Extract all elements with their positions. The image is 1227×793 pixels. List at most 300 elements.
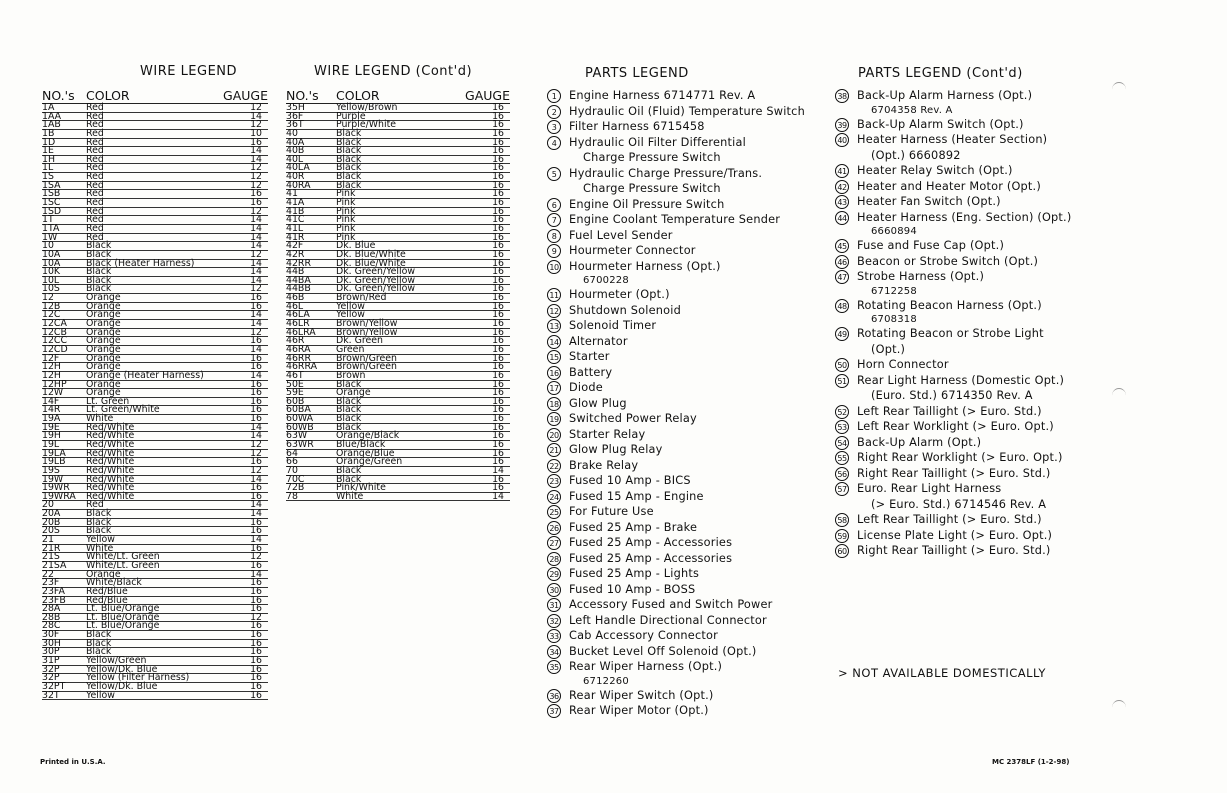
wire-number: 46LR — [286, 318, 310, 330]
part-number-badge: 26 — [547, 521, 561, 535]
wire-color: Red — [86, 162, 104, 174]
part-description: Left Rear Taillight (> Euro. Std.) — [857, 513, 1042, 526]
wire-color: Black — [336, 421, 362, 433]
parts-legend-list — [547, 88, 805, 719]
part-description: Strobe Harness (Opt.) — [857, 270, 985, 283]
wire-row — [42, 190, 268, 199]
wire-gauge: 12 — [250, 438, 262, 450]
wire-row — [42, 516, 268, 528]
wire-color: Black — [86, 525, 112, 537]
wire-number: 60WB — [286, 421, 314, 433]
wire-color: Orange — [86, 361, 121, 373]
wire-row — [42, 337, 268, 346]
wire-number: 1SA — [42, 179, 61, 191]
wire-gauge: 12 — [250, 283, 262, 295]
wire-gauge: 16 — [250, 629, 262, 641]
part-item — [547, 551, 805, 567]
part-description: Charge Pressure Switch — [583, 151, 721, 164]
wire-gauge: 16 — [492, 378, 504, 390]
wire-color: Yellow/Green — [86, 655, 147, 666]
wire-legend-header — [42, 88, 268, 104]
part-number-badge: 38 — [835, 89, 849, 103]
wire-gauge: 16 — [492, 231, 504, 243]
part-item — [835, 194, 1071, 210]
part-item — [547, 703, 805, 719]
wire-number: 36F — [286, 110, 304, 122]
wire-number: 46RA — [286, 343, 311, 355]
wire-number: 19A — [42, 413, 61, 425]
wire-gauge: 16 — [250, 413, 262, 425]
part-item — [547, 504, 805, 520]
wire-color: Pink — [336, 214, 356, 226]
wire-gauge: 16 — [250, 646, 262, 658]
wire-gauge: 16 — [492, 482, 504, 494]
wire-color: Orange — [86, 292, 121, 304]
part-description: (Euro. Std.) 6714350 Rev. A — [871, 389, 1033, 402]
wire-gauge: 16 — [250, 559, 262, 571]
wire-color: Purple/White — [336, 119, 397, 131]
wire-gauge: 16 — [492, 110, 504, 122]
wire-color: Lt. Blue/Orange — [86, 611, 160, 623]
wire-color: Black — [336, 473, 362, 485]
wire-row — [42, 242, 268, 251]
wire-row — [42, 343, 268, 355]
wire-gauge: 12 — [250, 102, 262, 113]
wire-gauge: 16 — [492, 335, 504, 347]
wire-gauge: 14 — [250, 274, 262, 286]
wire-color: Brown — [336, 369, 366, 381]
wire-color: Red — [86, 136, 104, 148]
wire-gauge: 14 — [250, 153, 262, 165]
wire-gauge: 16 — [492, 309, 504, 321]
wire-number: 40LA — [286, 162, 310, 174]
wire-row — [286, 490, 510, 502]
wire-row — [286, 438, 510, 450]
wire-row — [42, 464, 268, 476]
wire-number: 19WRA — [42, 490, 76, 502]
punch-mark-middle — [1112, 388, 1126, 403]
wire-number: 19LB — [42, 456, 66, 468]
part-item — [547, 489, 805, 505]
part-number-badge: 11 — [547, 288, 561, 302]
part-number-badge: 22 — [547, 459, 561, 473]
part-number-badge: 60 — [835, 544, 849, 558]
wire-row — [42, 421, 268, 433]
wire-color: Black (Heater Harness) — [86, 257, 195, 269]
wire-row — [286, 326, 510, 338]
part-description: Fused 10 Amp - BOSS — [569, 582, 696, 596]
wire-number: 19H — [42, 430, 61, 442]
wire-row — [286, 378, 510, 390]
part-description: Switched Power Relay — [569, 412, 697, 425]
wire-gauge: 16 — [492, 266, 504, 278]
wire-gauge: 14 — [250, 318, 262, 330]
part-item — [547, 396, 805, 412]
wire-row — [42, 268, 268, 277]
wire-color: Pink — [336, 197, 356, 209]
part-item — [835, 326, 1071, 357]
wire-number: 1AB — [42, 119, 61, 131]
wire-gauge: 14 — [250, 534, 262, 546]
wire-color: Black — [336, 145, 362, 157]
wire-gauge: 16 — [250, 378, 262, 390]
part-description: Heater Fan Switch (Opt.) — [857, 195, 1001, 208]
wire-legend-table — [42, 88, 268, 700]
wire-number: 1SD — [42, 205, 62, 217]
part-number-badge: 20 — [547, 428, 561, 442]
wire-color: Red — [86, 499, 104, 511]
wire-gauge: 12 — [250, 611, 262, 623]
part-number-badge: 41 — [835, 164, 849, 178]
wire-gauge: 16 — [250, 361, 262, 373]
wire-number: 31P — [42, 655, 60, 666]
wire-color: Black — [86, 240, 112, 252]
wire-gauge: 16 — [492, 197, 504, 209]
wire-color: Red — [86, 127, 104, 139]
wire-number: 12CC — [42, 335, 68, 347]
wire-color: Red — [86, 179, 104, 191]
wire-gauge: 12 — [250, 162, 262, 174]
wire-row — [42, 438, 268, 450]
wire-gauge: 12 — [250, 551, 262, 563]
wire-row — [286, 363, 510, 372]
wire-gauge: 16 — [492, 292, 504, 304]
wire-number: 41 — [286, 188, 298, 200]
wire-number: 1A — [42, 102, 55, 113]
part-item — [547, 104, 805, 120]
part-item — [547, 427, 805, 443]
part-number-badge: 24 — [547, 490, 561, 504]
wire-color: Pink — [336, 188, 356, 200]
wire-color: Dk. Green/Yellow — [336, 266, 416, 278]
wire-number: 32P — [42, 672, 60, 684]
part-description: Filter Harness 6715458 — [569, 120, 705, 133]
part-description: Hydraulic Oil (Fluid) Temperature Switch — [569, 104, 805, 118]
wire-color: Dk. Green/Yellow — [336, 283, 416, 295]
wire-number: 12 — [42, 292, 54, 304]
wire-row — [42, 406, 268, 415]
wire-number: 30F — [42, 629, 60, 641]
part-number-badge: 1 — [547, 89, 561, 103]
part-number-badge: 35 — [547, 660, 561, 674]
wire-row — [286, 153, 510, 165]
header-color: COLOR — [336, 88, 380, 103]
wire-row — [42, 689, 268, 701]
part-number-badge: 54 — [835, 436, 849, 450]
part-description: Left Rear Worklight (> Euro. Opt.) — [857, 420, 1054, 433]
wire-number: 12F — [42, 352, 60, 364]
wire-color: Yellow/Dk. Blue — [86, 663, 158, 675]
wire-number: 41C — [286, 214, 305, 226]
part-item — [547, 566, 805, 582]
wire-color: Red — [86, 222, 104, 234]
wire-color: Black — [86, 637, 112, 649]
wire-color: Pink — [336, 231, 356, 243]
wire-color: Yellow — [86, 534, 115, 546]
wire-gauge: 14 — [250, 568, 262, 580]
part-number-badge: 7 — [547, 213, 561, 227]
wire-gauge: 16 — [250, 335, 262, 347]
wire-number: 64 — [286, 447, 298, 459]
header-numbers: NO.'s — [286, 88, 319, 103]
wire-color: Red — [86, 153, 104, 165]
wire-gauge: 16 — [250, 188, 262, 200]
wire-color: Orange — [86, 343, 121, 355]
wire-number: 63W — [286, 430, 308, 442]
wire-gauge: 16 — [250, 300, 262, 312]
wire-number: 46T — [286, 369, 304, 381]
wire-color: Orange/Blue — [336, 447, 395, 459]
wire-color: Black — [336, 413, 362, 425]
not-available-note: > NOT AVAILABLE DOMESTICALLY — [838, 666, 1046, 680]
wire-row — [42, 179, 268, 191]
wire-color: White — [336, 490, 364, 502]
wire-gauge: 16 — [492, 274, 504, 286]
wire-color: Red — [86, 231, 104, 243]
wire-row — [286, 389, 510, 398]
wire-color: Black — [86, 516, 112, 528]
wire-color: Black — [86, 508, 112, 520]
wire-color: Black — [86, 646, 112, 658]
wire-gauge: 16 — [492, 248, 504, 260]
wire-gauge: 16 — [250, 292, 262, 304]
wire-number: 21R — [42, 542, 61, 554]
wire-row — [42, 127, 268, 139]
wire-color: Red/White — [86, 421, 135, 433]
wire-color: Orange — [86, 326, 121, 338]
wire-color: Red/White — [86, 473, 135, 485]
wire-row — [286, 110, 510, 122]
wire-number: 21 — [42, 534, 54, 546]
wire-color: Red — [86, 205, 104, 217]
wire-gauge: 16 — [492, 127, 504, 139]
part-number-badge: 52 — [835, 405, 849, 419]
wire-gauge: 14 — [250, 266, 262, 278]
wire-number: 12H — [42, 369, 61, 381]
wire-color: Yellow — [86, 689, 115, 701]
wire-number: 46LA — [286, 309, 310, 321]
wire-color: Red/White — [86, 447, 135, 459]
wire-color: Black — [336, 179, 362, 191]
wire-row — [42, 473, 268, 485]
part-item — [547, 613, 805, 629]
wire-number: 1B — [42, 127, 55, 139]
wire-gauge: 14 — [250, 499, 262, 511]
wire-row — [42, 680, 268, 692]
wire-row — [42, 536, 268, 545]
part-number-badge: 59 — [835, 529, 849, 543]
wire-color: Brown/Yellow — [336, 326, 398, 338]
wire-number: 1S — [42, 171, 54, 183]
parts-legend-contd-title: PARTS LEGEND (Cont'd) — [858, 66, 1023, 81]
part-description: Hourmeter (Opt.) — [569, 288, 670, 301]
part-number-badge: 16 — [547, 366, 561, 380]
part-code: 6660894 — [871, 226, 917, 237]
wire-color: Lt. Green — [86, 395, 130, 407]
wire-color: Red — [86, 102, 104, 113]
wire-number: 1W — [42, 231, 58, 243]
wire-color: Red — [86, 188, 104, 200]
wire-number: 70C — [286, 473, 305, 485]
part-item — [835, 373, 1071, 404]
wire-row — [42, 559, 268, 571]
part-description: Right Rear Taillight (> Euro. Std.) — [857, 544, 1051, 557]
wire-row — [286, 216, 510, 225]
wire-gauge: 16 — [250, 663, 262, 675]
wire-row — [42, 300, 268, 312]
wire-number: 36T — [286, 119, 304, 131]
part-item — [547, 411, 805, 427]
wire-color: Black — [86, 629, 112, 641]
part-number-badge: 46 — [835, 255, 849, 269]
wire-number: 10K — [42, 266, 61, 278]
wire-color: Pink — [336, 205, 356, 217]
part-description: Rear Wiper Harness (Opt.) — [569, 660, 723, 673]
wire-row — [42, 622, 268, 631]
part-number-badge: 33 — [547, 629, 561, 643]
wire-row — [42, 222, 268, 234]
part-description: Left Handle Directional Connector — [569, 613, 767, 627]
wire-color: Black — [86, 274, 112, 286]
part-description: Hourmeter Harness (Opt.) — [569, 259, 721, 273]
part-description: Glow Plug — [569, 396, 627, 410]
wire-number: 1L — [42, 162, 54, 174]
part-description: Heater Relay Switch (Opt.) — [857, 164, 1013, 177]
part-code: 6700228 — [583, 275, 629, 286]
wire-gauge: 14 — [250, 309, 262, 321]
part-number-badge: 13 — [547, 319, 561, 333]
wire-number: 1SC — [42, 197, 61, 209]
wire-number: 21S — [42, 551, 60, 563]
wire-gauge: 16 — [250, 585, 262, 597]
part-description: Rear Wiper Motor (Opt.) — [569, 704, 709, 717]
wire-number: 50E — [286, 378, 304, 390]
wire-row — [42, 257, 268, 269]
wire-gauge: 16 — [250, 680, 262, 692]
wire-number: 46B — [286, 292, 305, 304]
wire-gauge: 16 — [492, 214, 504, 226]
wire-gauge: 16 — [492, 326, 504, 338]
wire-row — [42, 199, 268, 208]
wire-gauge: 12 — [250, 179, 262, 191]
wire-gauge: 16 — [492, 119, 504, 131]
part-description: Battery — [569, 365, 613, 379]
wire-number: 44BA — [286, 274, 311, 286]
wire-number: 41B — [286, 205, 305, 217]
wire-row — [42, 415, 268, 424]
part-item — [835, 298, 1071, 327]
wire-color: Black — [336, 127, 362, 139]
wire-color: Orange — [86, 568, 121, 580]
wire-gauge: 16 — [492, 240, 504, 252]
wire-number: 78 — [286, 490, 298, 502]
wire-row — [286, 406, 510, 415]
wire-number: 23F — [42, 577, 60, 589]
wire-number: 70 — [286, 464, 298, 476]
part-number-badge: 45 — [835, 239, 849, 253]
wire-number: 12C — [42, 309, 61, 321]
part-number-badge: 49 — [835, 327, 849, 341]
wire-color: Red/White — [86, 438, 135, 450]
wire-number: 1T — [42, 214, 54, 226]
part-description: Solenoid Timer — [569, 319, 657, 332]
part-item — [835, 543, 1071, 559]
wire-color: Red/White — [86, 464, 135, 476]
part-item — [547, 334, 805, 350]
part-item — [547, 597, 805, 613]
part-description: Rotating Beacon Harness (Opt.) — [857, 298, 1042, 312]
wire-row — [42, 136, 268, 148]
wire-color: Orange — [86, 335, 121, 347]
wire-number: 59E — [286, 387, 304, 399]
wire-row — [42, 205, 268, 217]
wire-gauge: 14 — [250, 145, 262, 157]
part-item — [547, 380, 805, 396]
wire-color: Black — [336, 464, 362, 476]
parts-legend-contd-list — [835, 88, 1071, 559]
part-description: Shutdown Solenoid — [569, 303, 681, 317]
part-number-badge: 21 — [547, 443, 561, 457]
header-numbers: NO.'s — [42, 88, 75, 103]
wire-color: White/Lt. Green — [86, 551, 160, 563]
wire-row — [42, 637, 268, 649]
part-code: 6712258 — [871, 285, 917, 297]
wire-gauge: 12 — [250, 447, 262, 459]
part-item — [547, 166, 805, 197]
part-description: Horn Connector — [857, 358, 949, 371]
wire-gauge: 16 — [492, 222, 504, 234]
part-description: Hydraulic Oil Filter Differential — [569, 135, 746, 149]
part-item — [547, 644, 805, 660]
wire-number: 20 — [42, 499, 54, 511]
wire-row — [42, 352, 268, 364]
wire-gauge: 16 — [492, 300, 504, 312]
wire-row — [42, 527, 268, 536]
wire-number: 28C — [42, 620, 61, 632]
wire-color: Blue/Black — [336, 438, 386, 450]
wire-color: White/Black — [86, 577, 142, 589]
part-code: 6712260 — [583, 675, 629, 687]
wire-gauge: 16 — [492, 404, 504, 416]
wire-color: Yellow/Brown — [336, 102, 398, 113]
wire-number: 41R — [286, 231, 305, 243]
wire-gauge: 14 — [250, 473, 262, 485]
wire-gauge: 16 — [492, 102, 504, 113]
wire-color: Red — [86, 171, 104, 183]
wire-gauge: 16 — [492, 387, 504, 399]
wire-row — [286, 320, 510, 329]
wire-color: Yellow — [336, 300, 365, 312]
wire-number: 40L — [286, 153, 304, 165]
part-item — [547, 659, 805, 688]
wire-color: Yellow — [336, 309, 365, 321]
part-code: 6704358 Rev. A — [871, 104, 953, 116]
wire-color: Orange — [86, 352, 121, 364]
part-number-badge: 39 — [835, 118, 849, 132]
wire-color: Red/White — [86, 430, 135, 442]
part-number-badge: 4 — [547, 136, 561, 150]
part-item — [547, 365, 805, 381]
wire-number: 60WA — [286, 413, 314, 425]
wire-row — [42, 274, 268, 286]
wire-number: 66 — [286, 456, 298, 468]
part-number-badge: 57 — [835, 482, 849, 496]
part-number-badge: 18 — [547, 397, 561, 411]
part-description: Fuel Level Sender — [569, 228, 673, 242]
wire-number: 20A — [42, 508, 61, 520]
wire-gauge: 16 — [492, 318, 504, 330]
wire-row — [286, 484, 510, 493]
